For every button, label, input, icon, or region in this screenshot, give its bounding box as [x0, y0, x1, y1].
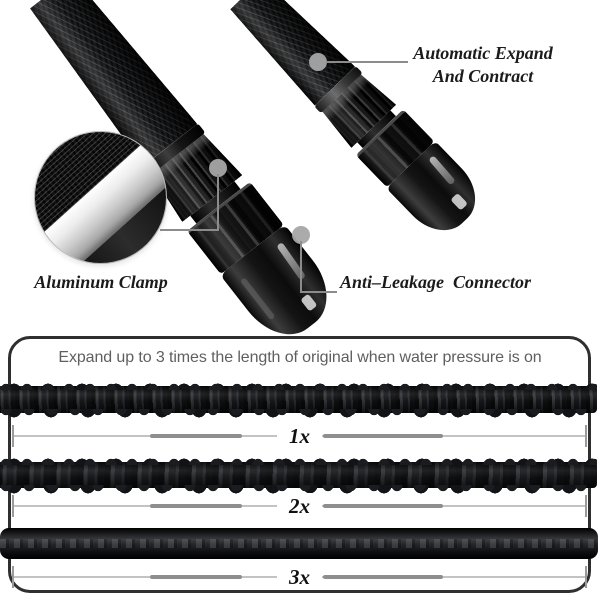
- leader-line-aluminum-vertical: [217, 174, 219, 231]
- leader-line-anti-leakage-horizontal: [300, 291, 337, 293]
- length-label-2x: 2x: [277, 493, 322, 519]
- leader-line-auto-expand: [326, 61, 408, 63]
- hose-state-2x: [0, 456, 597, 494]
- auto-expand-label-line2: And Contract: [432, 66, 534, 86]
- length-label-3x: 3x: [277, 564, 322, 590]
- aluminum-clamp-zoom-inset: [34, 131, 167, 264]
- measure-line-2x: [12, 495, 587, 517]
- specular-highlight: [429, 155, 457, 185]
- aluminum-clamp-label: Aluminum Clamp: [34, 272, 168, 292]
- length-label-1x: 1x: [277, 423, 322, 449]
- auto-expand-label-line1: Automatic Expand: [413, 43, 553, 63]
- measure-line-3x: [12, 566, 587, 588]
- hose-state-3x: [0, 528, 598, 559]
- leader-line-aluminum-horizontal: [160, 229, 219, 231]
- expansion-panel-heading: Expand up to 3 times the length of original when water pressure is on: [58, 349, 542, 366]
- specular-highlight: [240, 277, 275, 320]
- measure-line-1x: [12, 425, 587, 447]
- specular-highlight: [300, 293, 317, 311]
- hose-state-1x: [0, 381, 597, 418]
- anti-leakage-label: Anti–Leakage Connector: [340, 272, 532, 292]
- leader-line-anti-leakage-vertical: [300, 241, 302, 293]
- auto-expand-label: [402, 42, 564, 88]
- callout-dot-auto-expand: [309, 53, 327, 71]
- specular-highlight: [450, 193, 468, 211]
